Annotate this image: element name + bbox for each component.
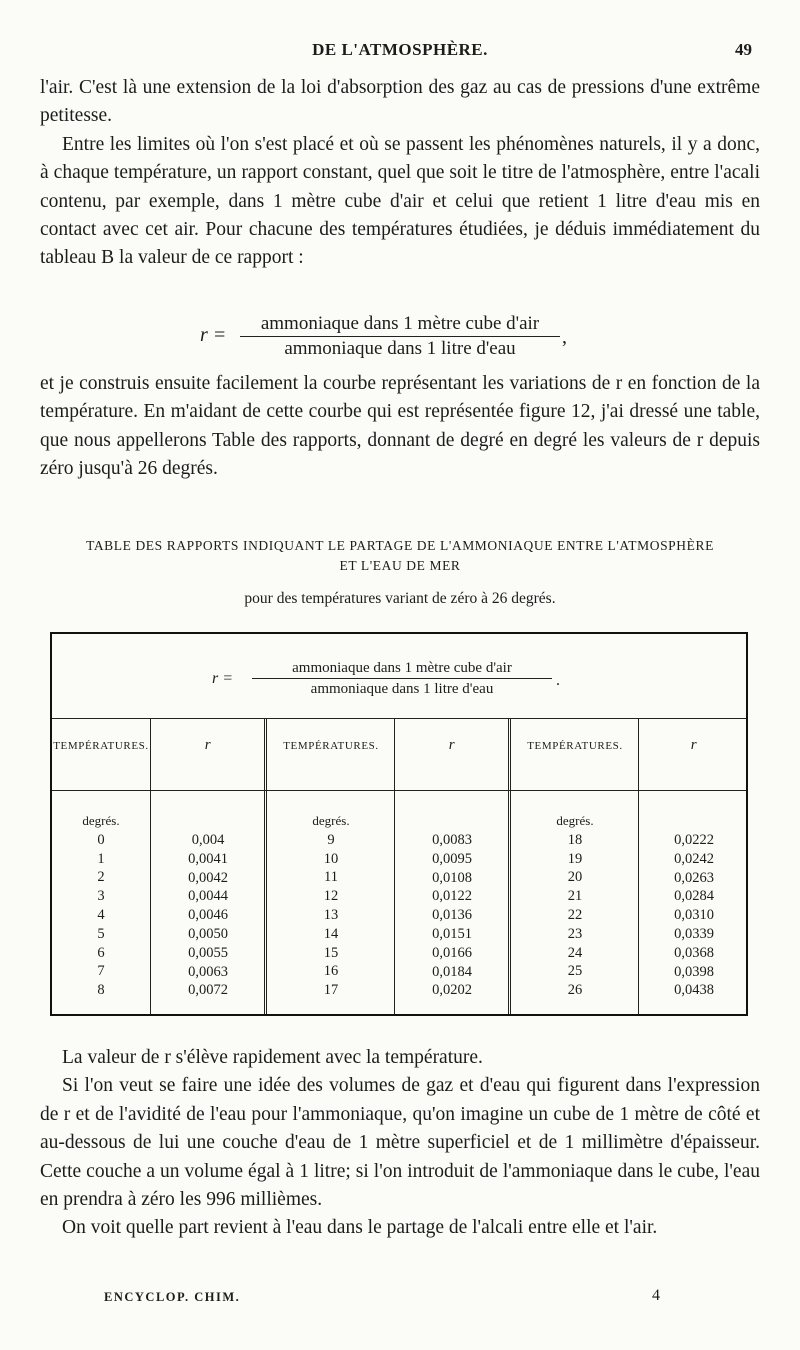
header-temperatures-3: TEMPÉRATURES. [527,740,623,752]
temperature-cell: 17 [323,982,339,999]
table-formula-lhs: r = [212,670,234,687]
ratio-cell: 0,0108 [432,869,472,886]
column-temperatures-3 [512,812,638,1000]
column-r-3 [640,831,748,1000]
table-formula-numerator: ammoniaque dans 1 mètre cube d'air [292,660,512,676]
table-title-line1: TABLE DES RAPPORTS INDIQUANT LE PARTAGE DE L'AMMONIAQUE ENTRE L'ATMOSPHÈRE [86,538,714,553]
footer-signature-line: ENCYCLOP. CHIM. [104,1290,241,1304]
formula-numerator: ammoniaque dans 1 mètre cube d'air [260,313,540,334]
unit-label: degrés. [82,813,120,828]
paragraph-volumes: Si l'on veut se faire une idée des volumes de gaz et d'eau qui figurent dans l'expression de r et de l'avidité de l'eau pour l'ammoniaque, qu'on imagine un cube de 1 mètre de côté et au-dessous de lui une couche d'eau de 1 mètre superficiel et de 1 millimètre d'épaisseur. Cette couche a un volume égal à 1 litre; si l'on introduit de l'ammoniaque dans le cube, l'eau en prendra à zéro les 996 millièmes. [40,1075,760,1211]
ratio-cell: 0,0050 [188,925,228,942]
temperature-cell: 5 [97,925,105,942]
ratio-cell: 0,0046 [188,907,228,924]
temperature-cell: 20 [567,869,583,886]
column-divider-double [508,718,511,1014]
table-formula-denominator: ammoniaque dans 1 litre d'eau [252,678,552,699]
ratio-cell: 0,0095 [432,850,472,867]
column-divider [150,718,151,1014]
ratio-cell: 0,0284 [674,888,714,905]
column-divider [394,718,395,1014]
ratio-cell: 0,0202 [432,982,472,999]
temperature-cell: 8 [97,982,105,999]
header-temperatures-1: TEMPÉRATURES. [53,740,149,752]
temperature-cell: 6 [97,944,105,961]
header-r-3: r [690,737,698,753]
paragraph-share: On voit quelle part revient à l'eau dans le partage de l'alcali entre elle et l'air. [62,1217,658,1239]
formula-fraction [240,312,560,361]
ratio-cell: 0,0222 [674,832,714,848]
temperature-cell: 1 [97,850,105,867]
ratio-table [50,632,748,1016]
ratio-cell: 0,0055 [188,944,228,961]
ratio-cell: 0,0072 [188,982,228,999]
temperature-cell: 9 [327,831,335,848]
formula-lhs: r = [200,324,227,346]
ratio-cell: 0,0310 [674,907,714,924]
page-number: 49 [735,40,752,59]
temperature-cell: 14 [323,925,339,942]
ratio-cell: 0,0398 [674,963,714,980]
ratio-cell: 0,0042 [188,869,228,886]
ratio-cell: 0,0044 [188,888,228,905]
intro-text [40,74,760,273]
temperature-cell: 23 [567,925,583,942]
table-formula-fraction [252,658,552,699]
temperature-cell: 22 [567,906,583,923]
ratio-cell: 0,004 [191,832,225,848]
table-title [30,536,770,576]
temperature-cell: 7 [97,963,105,980]
temperature-cell: 0 [97,831,105,848]
temperature-cell: 15 [323,944,339,961]
header-temperatures-2: TEMPÉRATURES. [283,740,379,752]
formula-punct: , [562,326,567,348]
running-title: DE L'ATMOSPHÈRE. [312,40,488,59]
ratio-cell: 0,0151 [432,925,472,942]
table-title-line2: ET L'EAU DE MER [339,558,461,573]
header-r-1: r [204,737,212,753]
paragraph-continuation: l'air. C'est là une extension de la loi d'absorption des gaz au cas de pressions d'une extrême petitesse. [40,77,760,127]
ratio-cell: 0,0136 [432,907,472,924]
column-divider-double [264,718,267,1014]
ratio-cell: 0,0438 [674,982,714,999]
temperature-cell: 12 [323,888,339,905]
column-temperatures-1 [52,812,150,1000]
conclusion-text [40,1044,760,1243]
temperature-cell: 13 [323,906,339,923]
table-subtitle: pour des températures variant de zéro à 26 degrés. [244,590,556,607]
unit-label: degrés. [556,813,594,828]
unit-label: degrés. [312,813,350,828]
paragraph-ratio: Entre les limites où l'on s'est placé et où se passent les phénomènes naturels, il y a donc, à chaque température, un rapport constant, quel que soit le titre de l'atmosphère, entre l'acali contenu, par exemple, dans 1 mètre cube d'air et celui que retient 1 litre d'eau mis en contact avec cet air. Pour chacune des températures étudiées, je déduis immédiatement du tableau B la valeur de ce rapport : [40,133,760,269]
header-r-2: r [448,737,456,753]
formula-denominator: ammoniaque dans 1 litre d'eau [240,336,560,361]
column-r-2 [396,831,508,1000]
paragraph-curve: et je construis ensuite facilement la courbe représentant les variations de r en fonction de la température. En m'aidant de cette courbe qui est représentée figure 12, j'ai dressé une table, que nous appellerons Table des rapports, donnant de degré en degré les valeurs de r depuis zéro jusqu'à 26 degrés. [40,373,760,480]
temperature-cell: 3 [97,888,105,905]
temperature-cell: 19 [567,850,583,867]
ratio-cell: 0,0263 [674,869,714,886]
temperature-cell: 10 [323,850,339,867]
ratio-cell: 0,0041 [188,850,228,867]
after-formula-text [40,370,760,484]
ratio-cell: 0,0063 [188,963,228,980]
table-rule-header [52,790,746,791]
column-divider [638,718,639,1014]
table-formula-punct: . [556,672,560,689]
ratio-cell: 0,0368 [674,944,714,961]
ratio-cell: 0,0122 [432,888,472,905]
temperature-cell: 21 [567,888,583,905]
temperature-cell: 25 [567,963,583,980]
temperature-cell: 26 [567,982,583,999]
ratio-cell: 0,0184 [432,963,472,980]
ratio-cell: 0,0242 [674,850,714,867]
column-r-1 [152,831,264,1000]
temperature-cell: 18 [567,831,583,848]
sheet-signature: 4 [652,1287,660,1304]
temperature-cell: 16 [323,963,339,980]
temperature-cell: 11 [324,869,338,886]
ratio-cell: 0,0166 [432,944,472,961]
temperature-cell: 24 [567,944,583,961]
ratio-cell: 0,0083 [432,832,472,848]
ratio-cell: 0,0339 [674,925,714,942]
ratio-formula [0,312,800,362]
temperature-cell: 4 [97,906,105,923]
temperature-cell: 2 [97,869,105,886]
column-temperatures-2 [268,812,394,1000]
paragraph-rise: La valeur de r s'élève rapidement avec la température. [62,1047,483,1068]
running-header [0,40,800,64]
table-rule-top [52,718,746,719]
